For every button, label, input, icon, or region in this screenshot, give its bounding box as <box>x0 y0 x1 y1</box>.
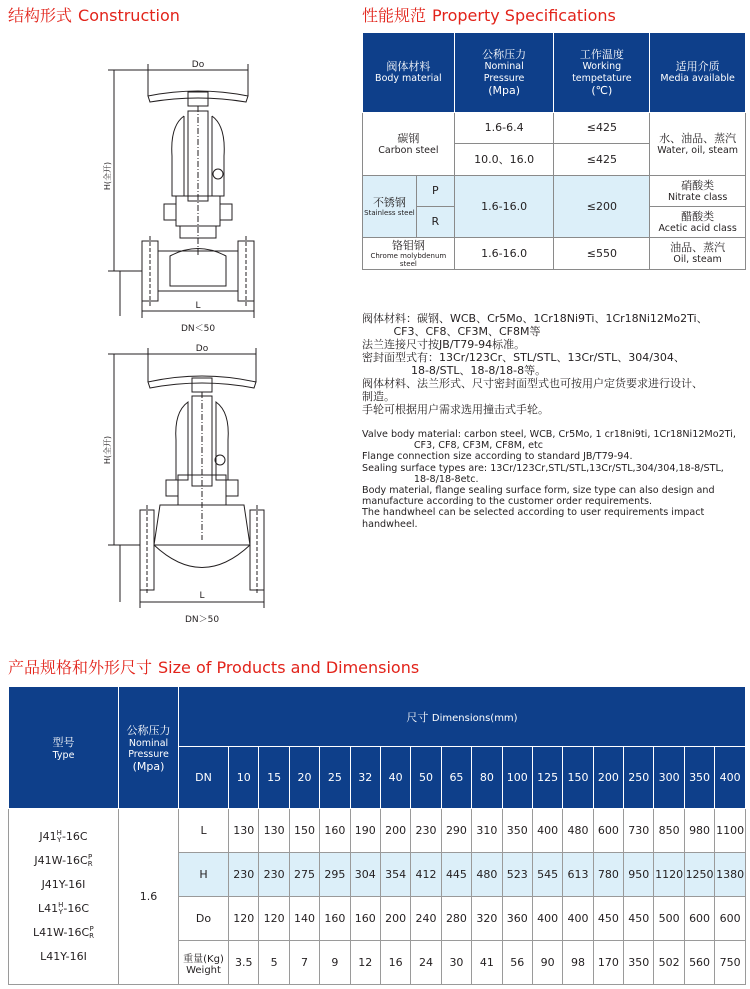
value-cell: 310 <box>472 809 502 853</box>
value-cell: 295 <box>320 853 350 897</box>
value-cell: 160 <box>320 897 350 941</box>
value-cell: 304 <box>350 853 380 897</box>
value-cell: 500 <box>654 897 684 941</box>
chrome-row <box>363 238 746 270</box>
type-item: L41Y-16I <box>40 949 87 963</box>
chrome-pressure: 1.6-16.0 <box>454 238 554 270</box>
header-working-temp: 工作温度 Working tempetature (℃) <box>554 33 650 113</box>
value-cell: 275 <box>289 853 319 897</box>
value-cell: 1100 <box>715 809 746 853</box>
stainless-p-label: P <box>416 176 454 207</box>
carbon-material: 碳钢 Carbon steel <box>363 113 455 176</box>
dn-label: DN <box>179 747 229 809</box>
value-cell: 98 <box>563 941 593 985</box>
value-cell: 190 <box>350 809 380 853</box>
value-cell: 230 <box>229 853 259 897</box>
value-cell: 170 <box>593 941 623 985</box>
value-cell: 230 <box>259 853 289 897</box>
header-media: 适用介质 Media available <box>650 33 746 113</box>
value-cell: 450 <box>624 897 654 941</box>
value-cell: 56 <box>502 941 532 985</box>
stainless-media-1: 硝酸类 Nitrate class <box>650 176 746 207</box>
stainless-r-label: R <box>416 207 454 238</box>
value-cell: 12 <box>350 941 380 985</box>
dn-cell: 400 <box>715 747 746 809</box>
value-cell: 412 <box>411 853 441 897</box>
dn-cell: 40 <box>380 747 410 809</box>
value-cell: 360 <box>502 897 532 941</box>
notes-chinese: 阀体材料：碳钢、WCB、Cr5Mo、1Cr18Ni9Ti、1Cr18Ni12Mo2Ti、 CF3、CF8、CF3M、CF8M等 法兰连接尺寸按JB/T79-94标准。 密封面型式有：13Cr/123Cr、STL/STL、13Cr/STL、304/304、 18-8/STL、18-8/18-8等。 阀体材料、法兰形式、尺寸密封面型式也可按用户定货要求进行设计、 制造。 手轮可根据用户需求选用撞击式手轮。 <box>362 312 708 416</box>
value-cell: 9 <box>320 941 350 985</box>
property-title-zh: 性能规范 <box>362 6 427 25</box>
value-cell: 613 <box>563 853 593 897</box>
value-cell: 320 <box>472 897 502 941</box>
property-table <box>362 32 746 270</box>
chrome-material: 铬钼钢 Chrome molybdenum steel <box>363 238 455 270</box>
dn-cell: 25 <box>320 747 350 809</box>
dn-cell: 350 <box>684 747 714 809</box>
chrome-media: 油品、蒸汽 Oil, steam <box>650 238 746 270</box>
dimension-row <box>9 809 746 853</box>
value-cell: 290 <box>441 809 471 853</box>
value-cell: 200 <box>380 897 410 941</box>
row-label: H <box>179 853 229 897</box>
value-cell: 560 <box>684 941 714 985</box>
value-cell: 780 <box>593 853 623 897</box>
type-item: L41W-16C P R <box>32 924 95 940</box>
value-cell: 3.5 <box>229 941 259 985</box>
dn-cell: 65 <box>441 747 471 809</box>
value-cell: 120 <box>259 897 289 941</box>
value-cell: 16 <box>380 941 410 985</box>
type-item: J41 H Y -16C <box>39 828 88 844</box>
value-cell: 90 <box>532 941 562 985</box>
row-label: 重量(Kg) Weight <box>179 941 229 985</box>
dimensions-title-en: Size of Products and Dimensions <box>158 658 420 677</box>
property-title-en: Property Specifications <box>432 6 616 25</box>
construction-title-zh: 结构形式 <box>8 6 73 25</box>
value-cell: 24 <box>411 941 441 985</box>
value-cell: 130 <box>229 809 259 853</box>
type-item: L41 H Y -16C <box>37 900 90 916</box>
row-label: L <box>179 809 229 853</box>
pressure-value: 1.6 <box>119 809 179 985</box>
value-cell: 480 <box>563 809 593 853</box>
drawing-dn-large-label: DN＞50 <box>184 615 220 625</box>
dimensions-header: 尺寸 Dimensions(mm) <box>179 687 746 747</box>
value-cell: 240 <box>411 897 441 941</box>
carbon-temp-1: ≤425 <box>554 113 650 144</box>
value-cell: 400 <box>563 897 593 941</box>
value-cell: 350 <box>502 809 532 853</box>
drawing-dn-small-label: DN＜50 <box>180 324 216 334</box>
header-nominal-pressure: 公称压力 Nominal Pressure (Mpa) <box>454 33 554 113</box>
value-cell: 1120 <box>654 853 684 897</box>
dn-cell: 125 <box>532 747 562 809</box>
value-cell: 150 <box>289 809 319 853</box>
value-cell: 600 <box>684 897 714 941</box>
property-header-row <box>363 33 746 113</box>
property-title <box>362 3 616 26</box>
drawing-do-label: Do <box>191 60 205 70</box>
value-cell: 445 <box>441 853 471 897</box>
drawing-l-label: L <box>195 301 201 311</box>
carbon-row-1 <box>363 113 746 144</box>
value-cell: 400 <box>532 809 562 853</box>
dn-cell: 200 <box>593 747 623 809</box>
valve-drawing-large <box>100 340 300 630</box>
dn-cell: 10 <box>229 747 259 809</box>
stainless-row-p <box>363 176 746 207</box>
value-cell: 980 <box>684 809 714 853</box>
type-header: 型号 Type <box>9 687 119 809</box>
type-item: J41W-16C P R <box>34 852 93 868</box>
value-cell: 200 <box>380 809 410 853</box>
value-cell: 502 <box>654 941 684 985</box>
value-cell: 230 <box>411 809 441 853</box>
construction-title-en: Construction <box>78 6 180 25</box>
value-cell: 160 <box>320 809 350 853</box>
dn-cell: 250 <box>624 747 654 809</box>
dn-cell: 20 <box>289 747 319 809</box>
header-body-material: 阀体材料 Body material <box>363 33 455 113</box>
value-cell: 7 <box>289 941 319 985</box>
carbon-media: 水、油品、蒸汽 Water, oil, steam <box>650 113 746 176</box>
row-label: Do <box>179 897 229 941</box>
value-cell: 160 <box>350 897 380 941</box>
value-cell: 130 <box>259 809 289 853</box>
value-cell: 41 <box>472 941 502 985</box>
drawing2-l-label: L <box>199 591 205 601</box>
type-list <box>9 809 119 985</box>
value-cell: 400 <box>532 897 562 941</box>
value-cell: 950 <box>624 853 654 897</box>
pressure-header: 公称压力 Nominal Pressure (Mpa) <box>119 687 179 809</box>
value-cell: 450 <box>593 897 623 941</box>
dimensions-title <box>8 655 419 678</box>
dn-cell: 15 <box>259 747 289 809</box>
dn-cell: 80 <box>472 747 502 809</box>
chrome-temp: ≤550 <box>554 238 650 270</box>
value-cell: 280 <box>441 897 471 941</box>
dimensions-table <box>8 686 746 985</box>
notes-english: Valve body material: carbon steel, WCB, Cr5Mo, 1 cr18ni9ti, 1Cr18Ni12Mo2Ti, CF3, CF8, CF3M, CF8M, etc Flange connection size according to standard JB/T79-94. Sealing surface types are: 13Cr/123Cr,STL/STL,13Cr/STL,304/304,18-8/STL, 18-8/18-8etc. Body material, flange sealing surface form, size type can also design and manufacture according to the customer order requirements. The handwheel can be selected according to user requirements impact handwheel. <box>362 429 736 530</box>
value-cell: 600 <box>593 809 623 853</box>
dimensions-title-zh: 产品规格和外形尺寸 <box>8 658 153 677</box>
carbon-pressure-1: 1.6-6.4 <box>454 113 554 144</box>
value-cell: 600 <box>715 897 746 941</box>
value-cell: 350 <box>624 941 654 985</box>
value-cell: 1250 <box>684 853 714 897</box>
value-cell: 730 <box>624 809 654 853</box>
drawing2-h-label: H(全开) <box>103 435 112 465</box>
stainless-media-2: 醋酸类 Acetic acid class <box>650 207 746 238</box>
value-cell: 120 <box>229 897 259 941</box>
carbon-pressure-2: 10.0、16.0 <box>454 144 554 176</box>
drawing-h-label: H(全开) <box>103 161 112 191</box>
stainless-material: 不锈钢 Stainless steel <box>363 176 417 238</box>
dn-cell: 50 <box>411 747 441 809</box>
value-cell: 480 <box>472 853 502 897</box>
construction-title <box>8 3 180 26</box>
dn-cell: 150 <box>563 747 593 809</box>
value-cell: 850 <box>654 809 684 853</box>
carbon-temp-2: ≤425 <box>554 144 650 176</box>
value-cell: 750 <box>715 941 746 985</box>
drawing2-do-label: Do <box>195 344 209 354</box>
value-cell: 354 <box>380 853 410 897</box>
stainless-temp: ≤200 <box>554 176 650 238</box>
valve-drawing-small <box>100 56 300 341</box>
value-cell: 30 <box>441 941 471 985</box>
value-cell: 1380 <box>715 853 746 897</box>
type-item: J41Y-16I <box>41 877 86 891</box>
dn-cell: 100 <box>502 747 532 809</box>
value-cell: 5 <box>259 941 289 985</box>
stainless-pressure: 1.6-16.0 <box>454 176 554 238</box>
value-cell: 140 <box>289 897 319 941</box>
dn-cell: 32 <box>350 747 380 809</box>
value-cell: 523 <box>502 853 532 897</box>
value-cell: 545 <box>532 853 562 897</box>
dn-cell: 300 <box>654 747 684 809</box>
